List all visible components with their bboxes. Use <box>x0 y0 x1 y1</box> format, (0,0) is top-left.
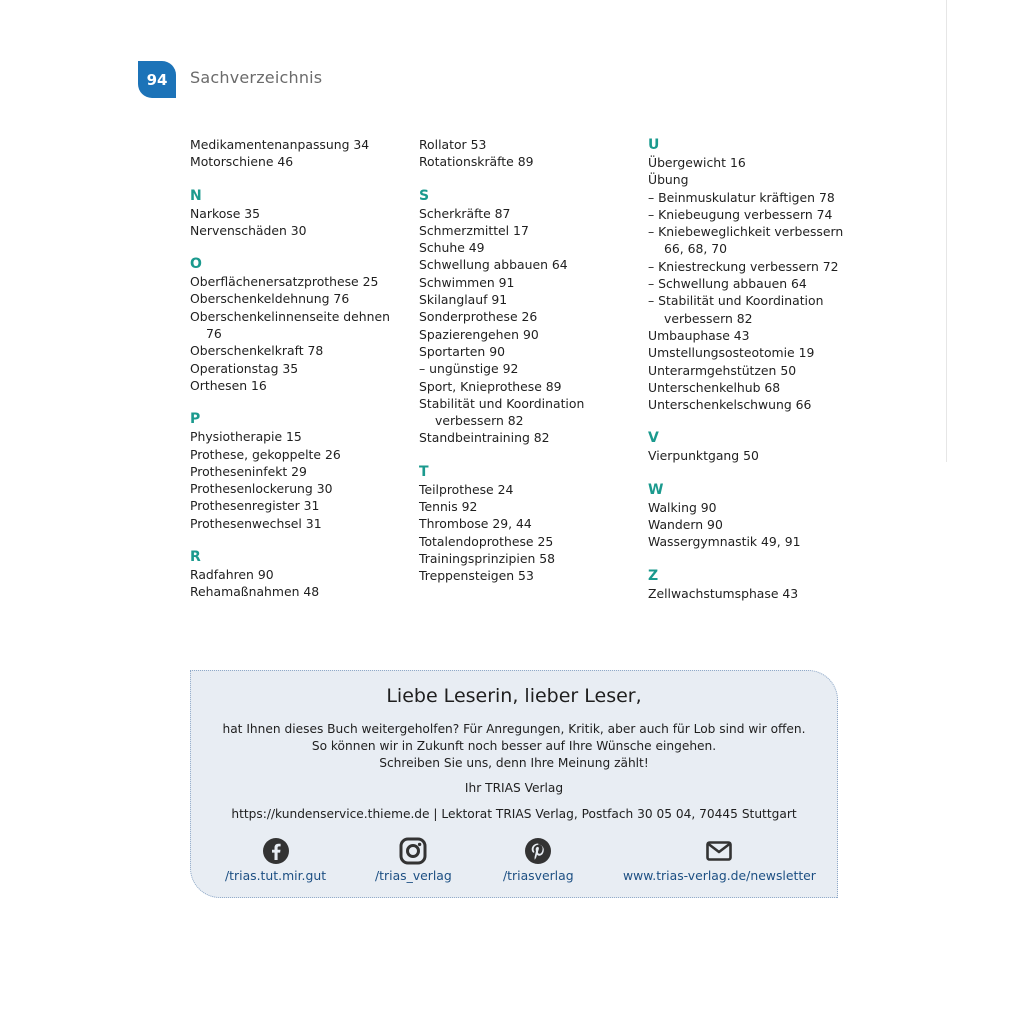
index-group <box>419 463 644 585</box>
index-letter-heading: Z <box>648 567 659 584</box>
index-entry: Operationstag 35 <box>190 360 299 376</box>
index-column-1 <box>190 136 415 617</box>
index-entry: Trainingsprinzipien 58 <box>419 550 556 566</box>
index-group <box>648 429 848 464</box>
index-entry: Schwimmen 91 <box>419 274 515 290</box>
index-entry: – Kniebeugung verbessern 74 <box>648 206 833 222</box>
social-pinterest[interactable] <box>503 837 574 883</box>
index-entry: Stabilität und Koordination <box>419 395 585 411</box>
index-entry: Spazierengehen 90 <box>419 326 539 342</box>
index-entry: Radfahren 90 <box>190 567 274 583</box>
index-entry: Tennis 92 <box>419 499 478 515</box>
index-entry: Sportarten 90 <box>419 343 505 359</box>
reader-box-contact[interactable]: https://kundenservice.thieme.de | Lektorat TRIAS Verlag, Postfach 30 05 04, 70445 Stuttgart <box>231 807 797 821</box>
page-edge-rule <box>946 0 947 462</box>
index-entry: Teilprothese 24 <box>419 481 514 497</box>
index-entry: Zellwachstumsphase 43 <box>648 585 799 601</box>
mail-icon <box>705 837 733 865</box>
index-entry: – Beinmuskulatur kräftigen 78 <box>648 189 835 205</box>
index-entry: Thrombose 29, 44 <box>419 516 532 532</box>
index-letter-heading: N <box>190 187 202 204</box>
index-entry: Oberschenkelinnenseite dehnen <box>190 308 390 324</box>
social-facebook-label[interactable]: /trias.tut.mir.gut <box>225 868 327 883</box>
reader-box-line: So können wir in Zukunft noch besser auf Ihre Wünsche eingehen. <box>311 739 717 753</box>
reader-box-line: Schreiben Sie uns, denn Ihre Meinung zählt! <box>379 756 649 770</box>
index-entry: Wassergymnastik 49, 91 <box>648 534 801 550</box>
index-entry: Prothese, gekoppelte 26 <box>190 446 341 462</box>
page-title: Sachverzeichnis <box>190 68 323 87</box>
index-entry: Oberflächenersatzprothese 25 <box>190 274 379 290</box>
index-entry: Orthesen 16 <box>190 377 267 393</box>
index-letter-heading: T <box>419 463 429 480</box>
social-facebook[interactable] <box>225 837 326 883</box>
index-group <box>648 567 848 602</box>
index-entry: Totalendoprothese 25 <box>419 533 554 549</box>
index-entry: verbessern 82 <box>664 310 753 326</box>
page-number: 94 <box>146 70 168 89</box>
index-column-3 <box>648 136 848 618</box>
reader-box-title: Liebe Leserin, lieber Leser, <box>386 685 642 707</box>
index-group <box>190 187 415 240</box>
index-entry: Walking 90 <box>648 499 717 515</box>
index-entry: verbessern 82 <box>435 413 524 429</box>
index-entry: Treppensteigen 53 <box>419 568 534 584</box>
index-group <box>648 136 848 413</box>
index-entry: Rehamaßnahmen 48 <box>190 584 320 600</box>
index-entry: Übergewicht 16 <box>648 155 746 170</box>
index-entry: Umstellungsosteotomie 19 <box>648 345 815 361</box>
index-entry: Nervenschäden 30 <box>190 222 307 238</box>
index-entry: Skilanglauf 91 <box>419 292 508 308</box>
index-letter-heading: U <box>648 137 660 153</box>
index-group <box>190 410 415 532</box>
index-letter-heading: V <box>648 430 659 447</box>
index-group <box>190 548 415 601</box>
index-entry: Oberschenkeldehnung 76 <box>190 291 350 307</box>
pinterest-icon <box>524 837 552 865</box>
page-number-badge <box>138 61 176 98</box>
index-entry: Übung <box>648 172 689 188</box>
index-letter-heading: S <box>419 187 430 204</box>
index-entry: Sport, Knieprothese 89 <box>419 378 562 394</box>
index-entry: Prothesenlockerung 30 <box>190 481 333 497</box>
index-entry: Oberschenkelkraft 78 <box>190 343 324 359</box>
index-entry: Unterschenkelhub 68 <box>648 379 781 395</box>
index-entry: – Schwellung abbauen 64 <box>648 276 807 292</box>
index-entry: – ungünstige 92 <box>419 361 519 377</box>
index-entry: Schuhe 49 <box>419 240 485 256</box>
reader-box-line: hat Ihnen dieses Buch weitergeholfen? Für Anregungen, Kritik, aber auch für Lob sind wir offen. <box>222 722 806 736</box>
index-column-2 <box>419 136 644 601</box>
index-group <box>190 136 415 171</box>
facebook-icon <box>262 837 290 865</box>
index-group <box>190 255 415 394</box>
index-letter-heading: R <box>190 549 201 566</box>
index-entry: Wandern 90 <box>648 517 723 533</box>
reader-box-signature: Ihr TRIAS Verlag <box>464 781 564 795</box>
index-entry: – Kniebeweglichkeit verbessern <box>648 224 844 240</box>
index-entry: Umbauphase 43 <box>648 327 750 343</box>
index-entry: Narkose 35 <box>190 205 261 221</box>
index-entry: 76 <box>206 326 222 342</box>
instagram-icon <box>399 837 427 865</box>
index-entry: Unterschenkelschwung 66 <box>648 397 812 413</box>
reader-feedback-box <box>190 670 838 898</box>
reader-box-message <box>191 721 837 772</box>
index-entry: Prothesenwechsel 31 <box>190 515 322 531</box>
index-entry: Motorschiene 46 <box>190 154 294 170</box>
index-entry: – Kniestreckung verbessern 72 <box>648 258 839 274</box>
social-pinterest-label[interactable]: /triasverlag <box>503 868 574 883</box>
index-entry: Unterarmgehstützen 50 <box>648 362 797 378</box>
index-entry: Prothesenregister 31 <box>190 498 320 514</box>
index-entry: Rotationskräfte 89 <box>419 154 534 170</box>
index-entry: Sonderprothese 26 <box>419 309 538 325</box>
social-newsletter[interactable] <box>623 837 816 883</box>
index-entry: 66, 68, 70 <box>664 241 728 257</box>
index-group <box>419 136 644 171</box>
index-letter-heading: W <box>648 481 664 498</box>
index-entry: Physiotherapie 15 <box>190 429 302 445</box>
index-entry: Rollator 53 <box>419 137 487 152</box>
index-entry: Scherkräfte 87 <box>419 205 511 221</box>
index-entry: Schwellung abbauen 64 <box>419 257 568 273</box>
index-letter-heading: O <box>190 256 202 273</box>
index-letter-heading: P <box>190 411 201 428</box>
social-instagram[interactable] <box>375 837 452 883</box>
index-entry: Schmerzmittel 17 <box>419 222 529 238</box>
index-entry: Medikamentenanpassung 34 <box>190 137 370 152</box>
index-group <box>419 187 644 447</box>
index-entry: – Stabilität und Koordination <box>648 293 824 309</box>
index-entry: Standbeintraining 82 <box>419 430 550 446</box>
social-newsletter-label[interactable]: www.trias-verlag.de/newsletter <box>623 868 816 883</box>
index-entry: Vierpunktgang 50 <box>648 448 759 464</box>
index-entry: Protheseninfekt 29 <box>190 463 307 479</box>
index-group <box>648 481 848 551</box>
social-instagram-label[interactable]: /trias_verlag <box>375 868 452 883</box>
